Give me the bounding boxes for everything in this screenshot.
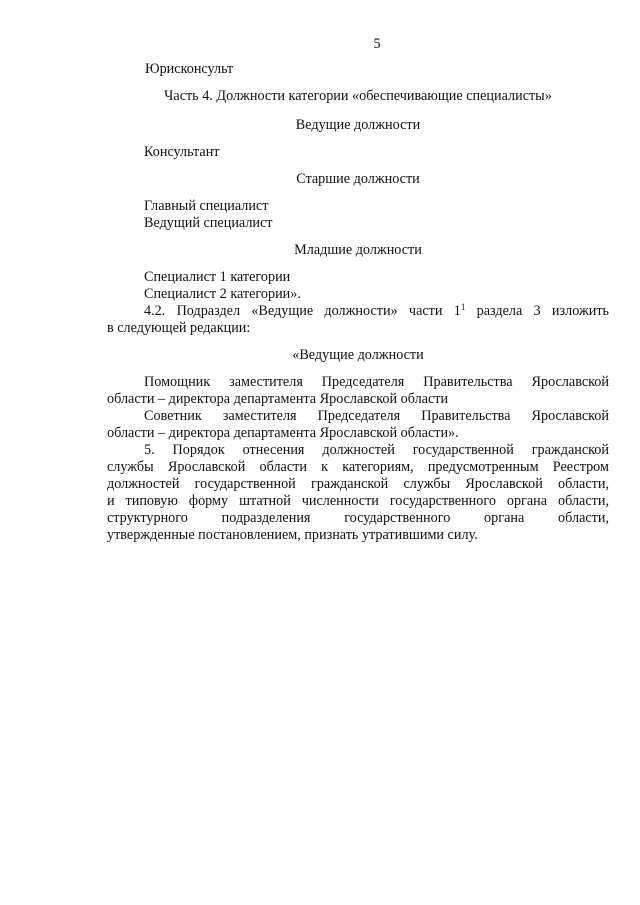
paragraph-5-line-2: службы Ярославской области к категориям, предусмотренным Реестром bbox=[107, 459, 609, 475]
paragraph-4-2-text-a: 4.2. Подраздел «Ведущие должности» части 1 bbox=[144, 303, 461, 319]
paragraph-5-line-3: должностей государственной гражданской службы Ярославской области, bbox=[107, 476, 609, 492]
paragraph-4-2-line-1 bbox=[107, 303, 609, 320]
paragraph-5-line-4: и типовую форму штатной численности государственного органа области, bbox=[107, 493, 609, 509]
assistant-line-2: области – директора департамента Ярославской области bbox=[107, 391, 449, 407]
position-consultant: Консультант bbox=[144, 144, 220, 160]
heading-senior-positions: Старшие должности bbox=[296, 171, 420, 187]
adviser-line-2: области – директора департамента Ярославской области». bbox=[107, 425, 459, 441]
section-heading-part-4: Часть 4. Должности категории «обеспечивающие специалисты» bbox=[164, 88, 552, 104]
position-chief-specialist: Главный специалист bbox=[144, 198, 269, 214]
page-number: 5 bbox=[373, 36, 381, 52]
document-body bbox=[107, 61, 609, 544]
adviser-line-1: Советник заместителя Председателя Правительства Ярославской bbox=[144, 408, 609, 424]
paragraph-5-line-6: утвержденные постановлением, признать утратившими силу. bbox=[107, 527, 478, 543]
quoted-heading-leading-positions: «Ведущие должности bbox=[292, 347, 424, 363]
position-legal-adviser: Юрисконсульт bbox=[145, 61, 234, 77]
position-specialist-1: Специалист 1 категории bbox=[144, 269, 291, 285]
heading-junior-positions: Младшие должности bbox=[294, 242, 422, 258]
paragraph-4-2-line-2: в следующей редакции: bbox=[107, 320, 251, 336]
position-specialist-2: Специалист 2 категории». bbox=[144, 286, 301, 302]
paragraph-5-line-1: 5. Порядок отнесения должностей государственной гражданской bbox=[144, 442, 609, 458]
paragraph-5-line-5: структурного подразделения государственного органа области, bbox=[107, 510, 609, 526]
paragraph-4-2-text-b: раздела 3 изложить bbox=[465, 303, 610, 319]
superscript-index: 1 bbox=[460, 302, 466, 312]
position-leading-specialist: Ведущий специалист bbox=[144, 215, 273, 231]
assistant-line-1: Помощник заместителя Председателя Правительства Ярославской bbox=[144, 374, 609, 390]
heading-leading-positions: Ведущие должности bbox=[295, 117, 421, 133]
